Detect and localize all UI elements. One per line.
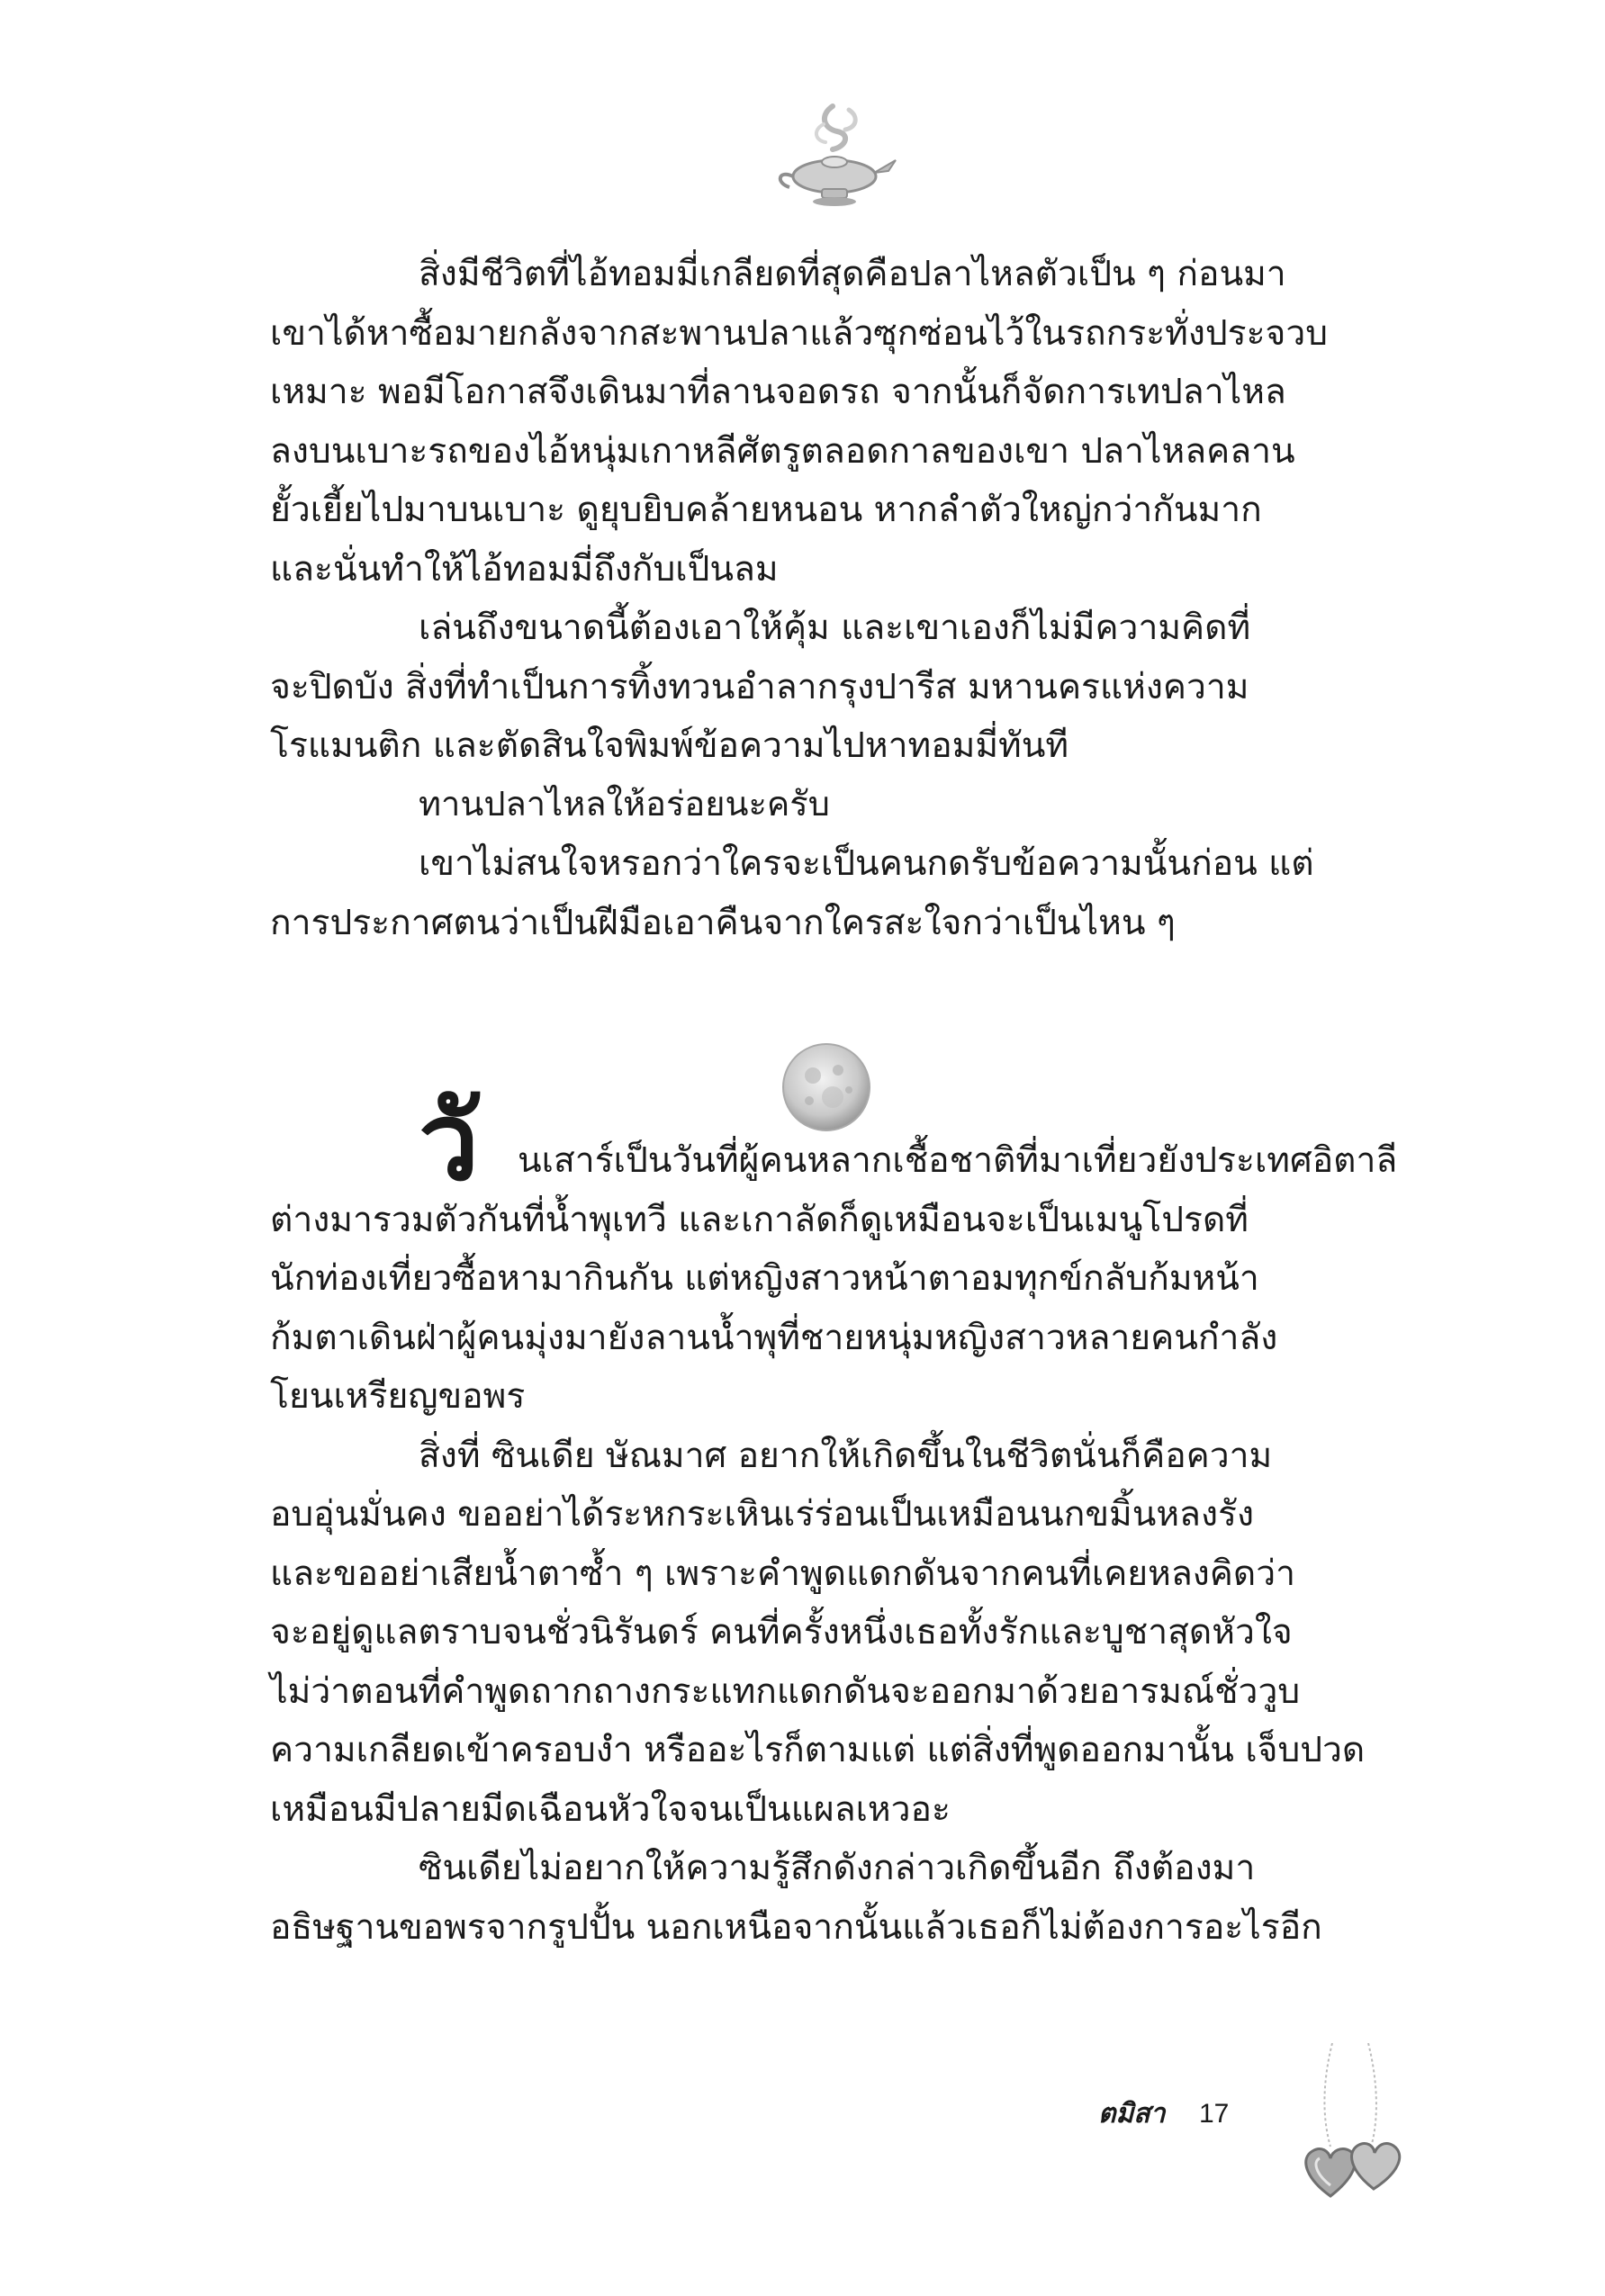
- paragraph-line: เหมือนมีปลายมีดเฉือนหัวใจจนเป็นแผลเหวอะ: [270, 1788, 951, 1830]
- paragraph-line: เหมาะ พอมีโอกาสจึงเดินมาที่ลานจอดรถ จากนั้นก็จัดการเทปลาไหล: [270, 372, 1286, 412]
- paragraph-line: ลงบนเบาะรถของไอ้หนุ่มเกาหลีศัตรูตลอดกาลของเขา ปลาไหลคลาน: [270, 430, 1295, 472]
- paragraph-line: จะอยู่ดูแลตราบจนชั่วนิรันดร์ คนที่ครั้งหนึ่งเธอทั้งรักและบูชาสุดหัวใจ: [270, 1612, 1293, 1652]
- page-footer: [1098, 2093, 1229, 2135]
- paragraph-first-line: [270, 1078, 1404, 1205]
- paragraph-line: สิ่งมีชีวิตที่ไอ้ทอมมี่เกลียดที่สุดคือปลาไหลตัวเป็น ๆ ก่อนมา: [419, 254, 1286, 294]
- paragraph-line: นักท่องเที่ยวซื้อหามากินกัน แต่หญิงสาวหน้าตาอมทุกข์กลับก้มหน้า: [270, 1258, 1259, 1299]
- paragraph-line: และขออย่าเสียน้ำตาซ้ำ ๆ เพราะคำพูดแดกดันจากคนที่เคยหลงคิดว่า: [270, 1553, 1295, 1594]
- paragraph-line: จะปิดบัง สิ่งที่ทำเป็นการทิ้งทวนอำลากรุงปารีส มหานครแห่งความ: [270, 666, 1249, 707]
- genie-lamp-icon: [770, 97, 905, 214]
- full-moon-icon: [779, 1040, 874, 1135]
- paragraph-line: ก้มตาเดินฝ่าผู้คนมุ่งมายังลานน้ำพุที่ชายหนุ่มหญิงสาวหลายคนกำลัง: [270, 1317, 1278, 1358]
- book-title: ตมิสา: [1098, 2098, 1166, 2129]
- paragraph-line: การประกาศตนว่าเป็นฝีมือเอาคืนจากใครสะใจกว่าเป็นไหน ๆ: [270, 902, 1176, 943]
- paragraph-line: ไม่ว่าตอนที่คำพูดถากถางกระแทกแดกดันจะออกมาด้วยอารมณ์ชั่ววูบ: [270, 1670, 1301, 1712]
- paragraph-line: ต่างมารวมตัวกันที่น้ำพุเทวี และเกาลัดก็ดูเหมือนจะเป็นเมนูโปรดที่: [270, 1199, 1249, 1240]
- text-message-line: ทานปลาไหลให้อร่อยนะครับ: [419, 785, 830, 824]
- paragraph-line: เล่นถึงขนาดนี้ต้องเอาให้คุ้ม และเขาเองก็ไม่มีความคิดที่: [419, 608, 1251, 648]
- paragraph-line: เขาได้หาซื้อมายกลังจากสะพานปลาแล้วซุกซ่อนไว้ในรถกระทั่งประจวบ: [270, 312, 1329, 354]
- section-2: [270, 1078, 1404, 1957]
- paragraph-line: ซินเดียไม่อยากให้ความรู้สึกดังกล่าวเกิดขึ้นอีก ถึงต้องมา: [419, 1848, 1256, 1888]
- paragraph-line: ยั้วเยี้ยไปมาบนเบาะ ดูยุบยิบคล้ายหนอน หากลำตัวใหญ่กว่ากันมาก: [270, 490, 1262, 530]
- first-line-text: นเสาร์เป็นวันที่ผู้คนหลากเชื้อชาติที่มาเที่ยวยังประเทศอิตาลี: [518, 1140, 1398, 1181]
- paragraph-line: โยนเหรียญขอพร: [270, 1376, 526, 1417]
- heart-lockets-icon: [1296, 2043, 1413, 2205]
- paragraph-line: เขาไม่สนใจหรอกว่าใครจะเป็นคนกดรับข้อความนั้นก่อน แต่: [419, 843, 1314, 884]
- drop-cap: วั: [419, 1078, 480, 1205]
- paragraph-line: อบอุ่นมั่นคง ขออย่าได้ระหกระเหินเร่ร่อนเป็นเหมือนนกขมิ้นหลงรัง: [270, 1494, 1254, 1535]
- section-1: [270, 245, 1404, 952]
- page-number: 17: [1198, 2099, 1230, 2129]
- paragraph-line: และนั่นทำให้ไอ้ทอมมี่ถึงกับเป็นลม: [270, 548, 779, 590]
- paragraph-line: สิ่งที่ ซินเดีย ษัณมาศ อยากให้เกิดขึ้นในชีวิตนั่นก็คือความ: [419, 1435, 1273, 1476]
- paragraph-line: อธิษฐานขอพรจากรูปปั้น นอกเหนือจากนั้นแล้วเธอก็ไม่ต้องการอะไรอีก: [270, 1906, 1322, 1948]
- paragraph-line: โรแมนติก และตัดสินใจพิมพ์ข้อความไปหาทอมมี่ทันที: [270, 725, 1069, 766]
- paragraph-line: ความเกลียดเข้าครอบงำ หรืออะไรก็ตามแต่ แต่สิ่งที่พูดออกมานั้น เจ็บปวด: [270, 1730, 1366, 1770]
